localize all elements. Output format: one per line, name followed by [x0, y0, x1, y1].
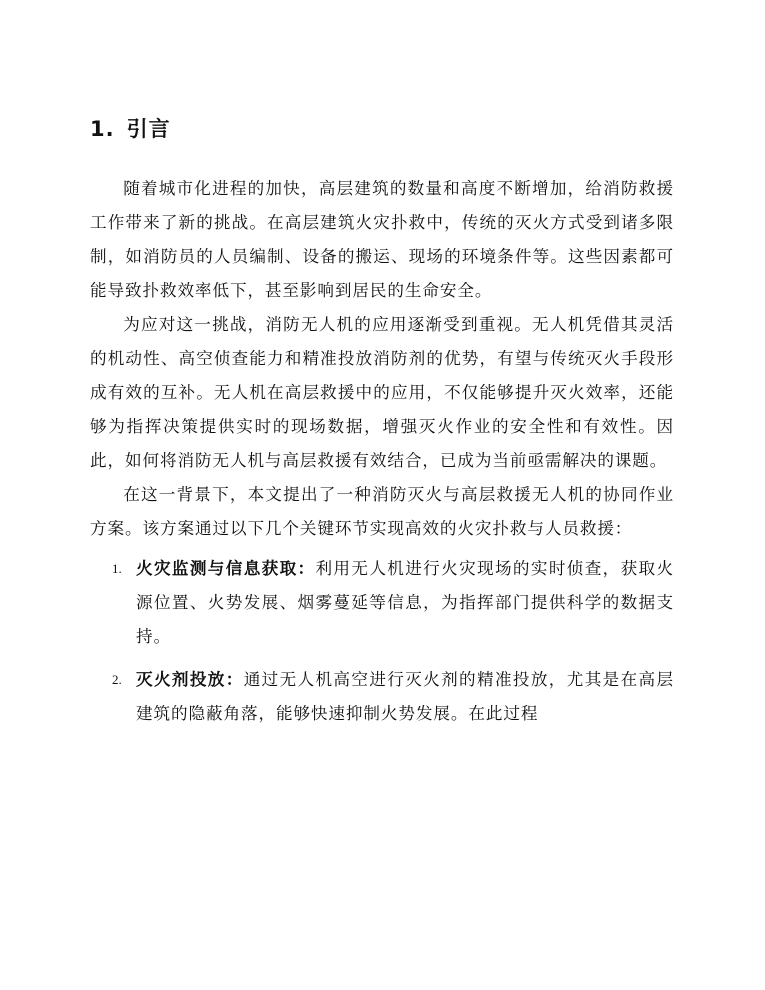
list-item-text: 通过无人机高空进行灭火剂的精准投放，尤其是在高层建筑的隐蔽角落，能够快速抑制火势发展。在此过程: [136, 670, 674, 723]
list-item-title: 灭火剂投放：: [136, 670, 244, 689]
section-heading: [90, 112, 171, 146]
numbered-list: [90, 552, 674, 731]
section-title: 引言: [126, 117, 171, 141]
list-item-title: 火灾监测与信息获取：: [136, 559, 316, 578]
body-text: [90, 172, 674, 740]
list-item-content: [136, 552, 674, 654]
paragraph-3: 在这一背景下，本文提出了一种消防灭火与高层救援无人机的协同作业方案。该方案通过以下几个关键环节实现高效的火灾扑救与人员救援：: [90, 485, 674, 538]
list-item-content: [136, 663, 674, 731]
list-item-text: 利用无人机进行火灾现场的实时侦查，获取火源位置、火势发展、烟雾蔓延等信息，为指挥部门提供科学的数据支持。: [136, 559, 674, 646]
list-item-number: 2.: [112, 672, 122, 687]
paragraph-1: 随着城市化进程的加快，高层建筑的数量和高度不断增加，给消防救援工作带来了新的挑战。在高层建筑火灾扑救中，传统的灭火方式受到诸多限制，如消防员的人员编制、设备的搬运、现场的环境条件等。这些因素都可能导致扑救效率低下，甚至影响到居民的生命安全。: [90, 179, 674, 300]
paragraph-2: 为应对这一挑战，消防无人机的应用逐渐受到重视。无人机凭借其灵活的机动性、高空侦查能力和精准投放消防剂的优势，有望与传统灭火手段形成有效的互补。无人机在高层救援中的应用，不仅能够提升灭火效率，还能够为指挥决策提供实时的现场数据，增强灭火作业的安全性和有效性。因此，如何将消防无人机与高层救援有效结合，已成为当前亟需解决的课题。: [90, 315, 674, 470]
list-item-number: 1.: [112, 561, 122, 576]
list-item: [90, 663, 674, 731]
list-item: [90, 552, 674, 654]
section-number: 1.: [90, 117, 115, 141]
